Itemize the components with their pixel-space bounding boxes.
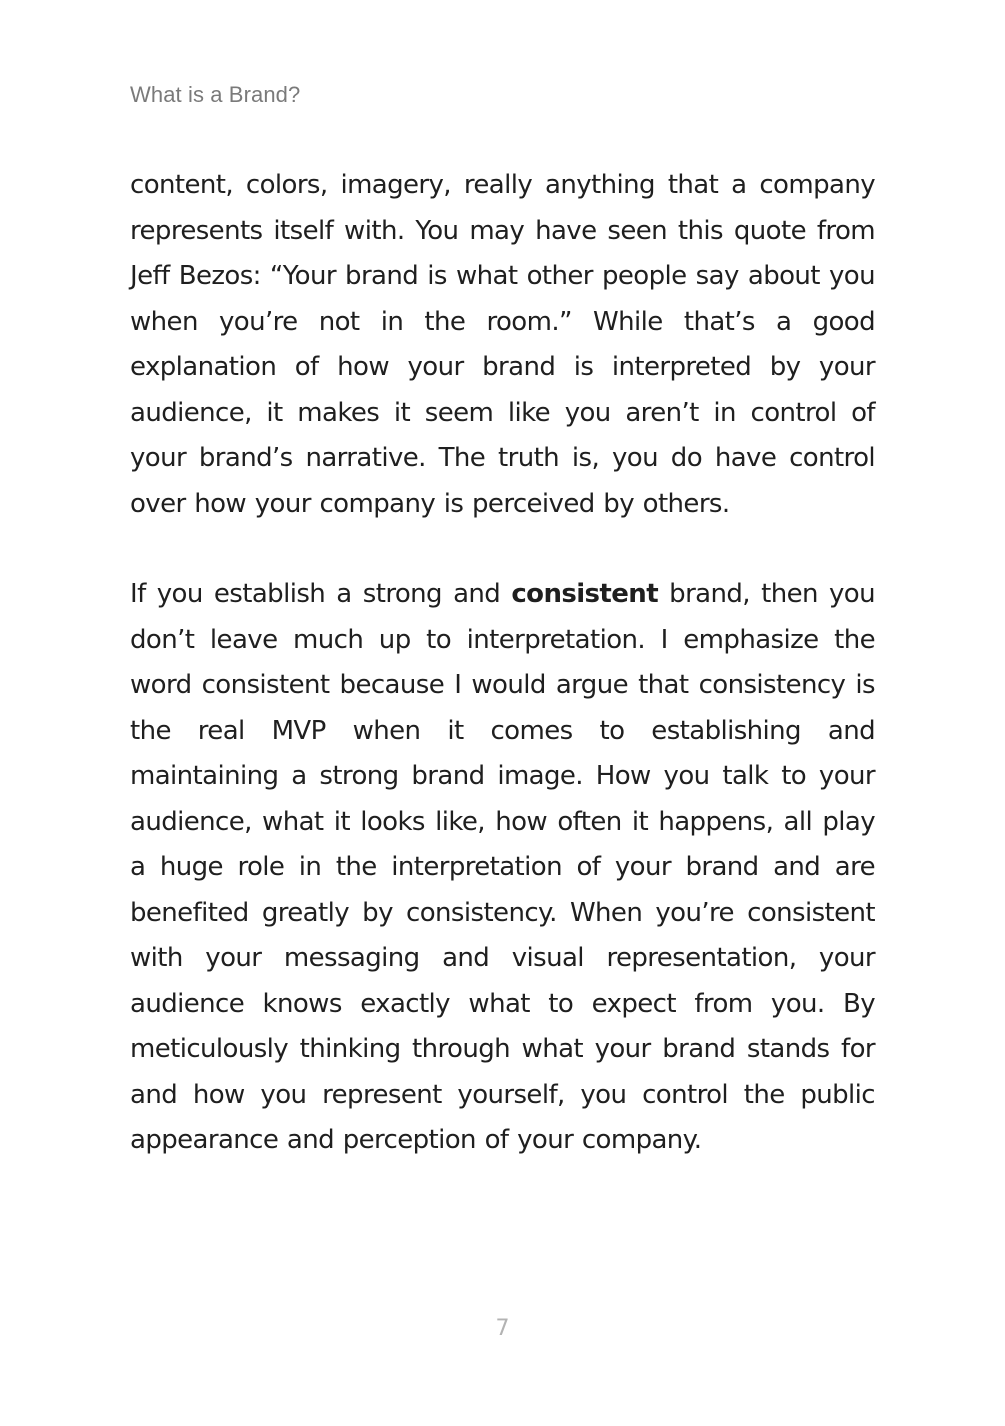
paragraph-2-text-after: brand, then you don’t leave much up to interpretation. I emphasize the word consistent because I would argue that consistency is the real MVP when it comes to establishing and maintaining a strong brand image. How you talk to your audience, what it looks like, how often it happens, all play a huge role in the interpretation of your brand and are benefited greatly by consistency. When you’re consistent with your messaging and visual representation, your audience knows exactly what to expect from you. By meticulously thinking through what your brand stands for and how you represent yourself, you control the public appearance and perception of your company.: [130, 579, 875, 1155]
emphasized-word: consistent: [511, 579, 659, 609]
paragraph-1: content, colors, imagery, really anything that a company represents itself with. You may have seen this quote from Jeff Bezos: “Your brand is what other people say about you when you’re not in the room.” While that’s a good explanation of how your brand is interpreted by your audience, it makes it seem like you aren’t in control of your brand’s narrative. The truth is, you do have control over how your company is perceived by others.: [130, 170, 875, 519]
paragraph-2: [130, 572, 875, 1164]
page-number: 7: [495, 1316, 510, 1341]
paragraph-2-text-before: If you establish a strong and: [130, 579, 512, 609]
running-header: What is a Brand?: [130, 82, 301, 107]
